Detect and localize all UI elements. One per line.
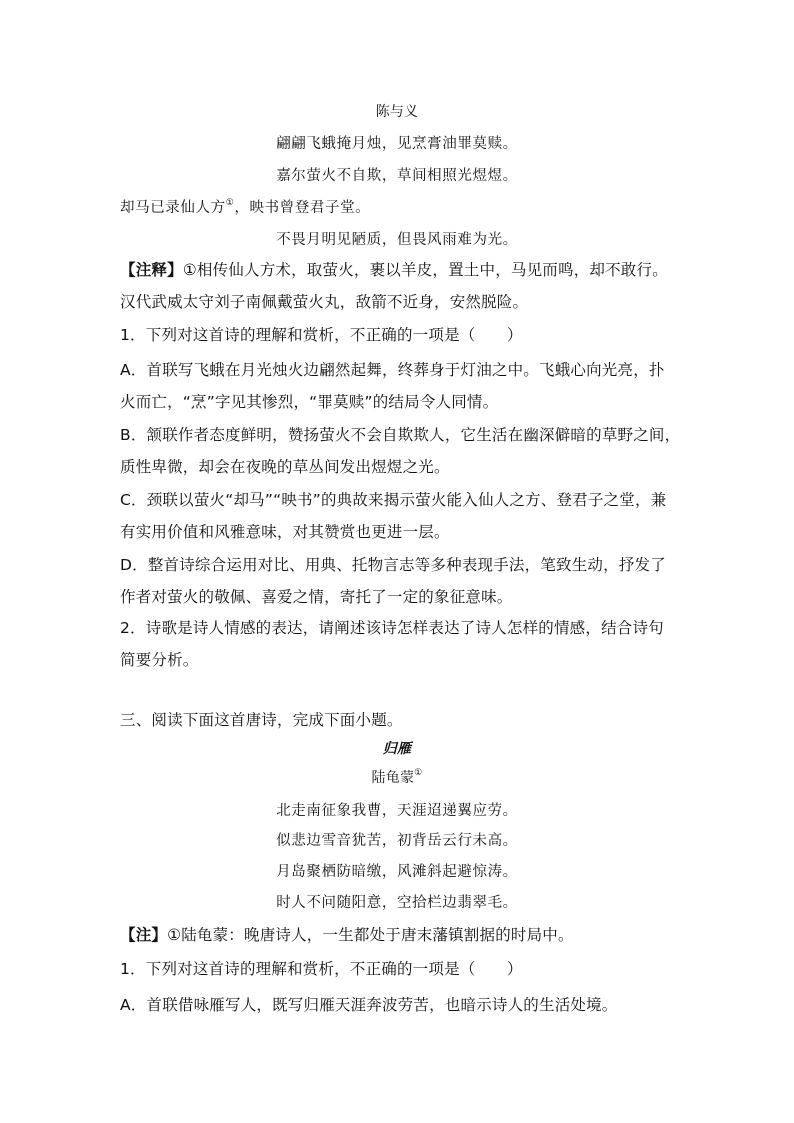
- poem-2-line-1: 北走南征象我曹，天涯迢递翼应劳。: [276, 803, 518, 819]
- poem-2-author: [0, 768, 794, 788]
- option-a-line-2: 火而亡，“烹”字见其惨烈，“罪莫赎”的结局令人同情。: [120, 393, 499, 411]
- option-b-line-1: B．颔联作者态度鲜明，赞扬萤火不会自欺欺人，它生活在幽深僻暗的草野之间，: [120, 426, 681, 444]
- poem-2-title: 归雁: [382, 741, 412, 757]
- poem-2-author-name: 陆龟蒙: [371, 770, 415, 786]
- section-3-heading: 三、阅读下面这首唐诗，完成下面小题。: [120, 711, 403, 729]
- poem-line-3-part2: ，映书曾登君子堂。: [234, 200, 371, 216]
- section-3-question-1-stem: 1．下列对这首诗的理解和赏析，不正确的一项是（ ）: [120, 960, 523, 978]
- annotation-label: 【注释】: [120, 261, 183, 279]
- poem-line-4: 不畏月明见陋质，但畏风雨难为光。: [276, 232, 518, 248]
- annotation-line-2: 汉代武威太守刘子南佩戴萤火丸，敌箭不近身，安然脱险。: [120, 293, 529, 311]
- option-a-line-1: A．首联写飞蛾在月光烛火边翩然起舞，终葬身于灯油之中。飞蛾心向光亮，扑: [120, 361, 665, 379]
- annotation-line-1: [120, 260, 668, 280]
- poem-author: 陈与义: [375, 104, 419, 120]
- poem-2-line-3: 月岛聚栖防暗缴，风滩斜起避惊涛。: [276, 864, 518, 880]
- section-3-option-a: A．首联借咏雁写人，既写归雁天涯奔波劳苦，也暗示诗人的生活处境。: [120, 996, 618, 1014]
- question-1-stem: 1．下列对这首诗的理解和赏析，不正确的一项是（ ）: [120, 326, 523, 344]
- annotation-text-1: ①相传仙人方术，取萤火，裹以羊皮，置土中，马见而鸣，却不敢行。: [182, 261, 668, 279]
- poem-line-3: [120, 198, 370, 218]
- footnote-marker: ①: [225, 198, 235, 208]
- poem-line-2: 嘉尔萤火不自欺，草间相照光煜煜。: [276, 168, 518, 184]
- option-d-line-2: 作者对萤火的敬佩、喜爱之情，寄托了一定的象征意味。: [120, 588, 513, 606]
- poem-line-3-part1: 却马已录仙人方: [120, 200, 226, 216]
- poem-2-note: [120, 925, 574, 945]
- poem-2-line-2: 似悲边雪音犹苦，初背岳云行未高。: [276, 833, 518, 849]
- option-d-line-1: D．整首诗综合运用对比、用典、托物言志等多种表现手法，笔致生动，抒发了: [120, 556, 666, 574]
- question-2-line-1: 2．诗歌是诗人情感的表达，请阐述该诗怎样表达了诗人怎样的情感，结合诗句: [120, 619, 664, 637]
- poem-2-author-footnote-marker: ①: [414, 768, 423, 778]
- poem-line-1: 翩翩飞蛾掩月烛，见烹膏油罪莫赎。: [276, 136, 518, 152]
- poem-2-line-4: 时人不问随阳意，空拾栏边翡翠毛。: [276, 895, 518, 911]
- option-c-line-1: C．颈联以萤火“却马”“映书”的典故来揭示萤火能入仙人之方、登君子之堂，兼: [120, 491, 667, 509]
- option-b-line-2: 质性卑微，却会在夜晚的草丛间发出煜煜之光。: [120, 458, 450, 476]
- option-c-line-2: 有实用价值和风雅意味，对其赞赏也更进一层。: [120, 523, 450, 541]
- poem-2-note-text: ①陆龟蒙：晚唐诗人，一生都处于唐末藩镇割据的时局中。: [167, 926, 574, 944]
- poem-2-note-label: 【注】: [120, 926, 168, 944]
- question-2-line-2: 简要分析。: [120, 651, 199, 669]
